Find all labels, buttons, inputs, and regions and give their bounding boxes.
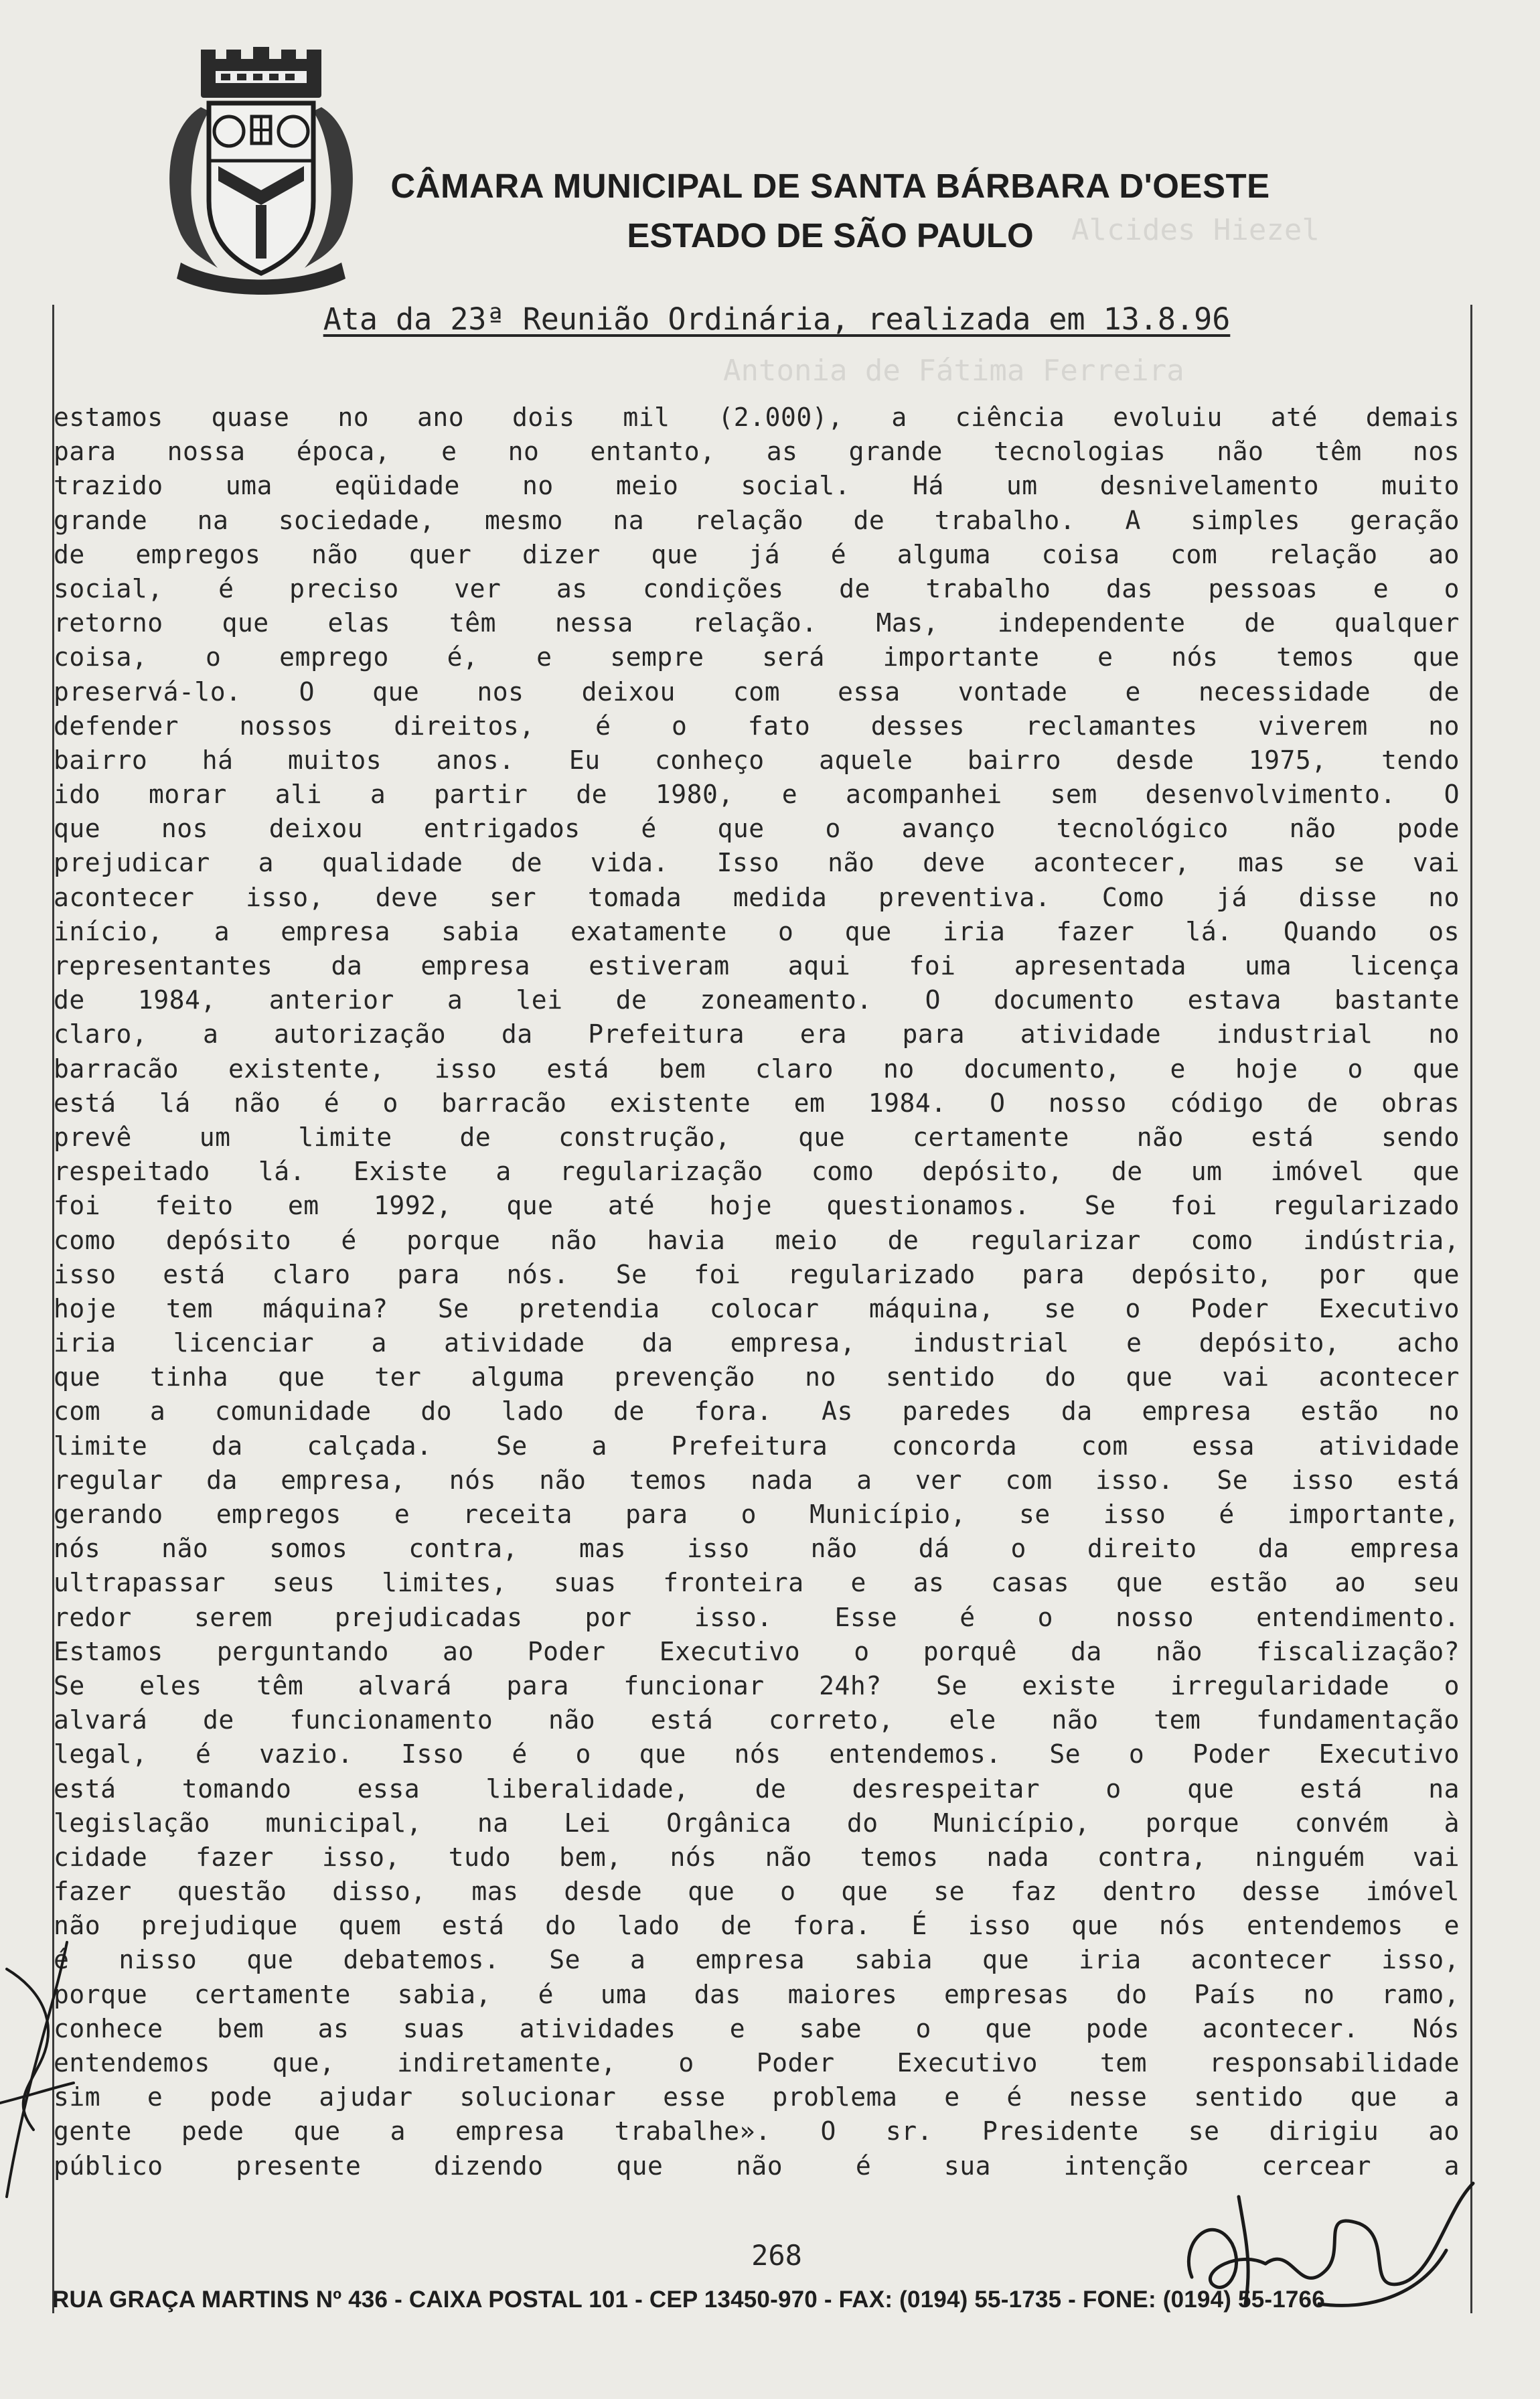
body-line: legislação municipal, na Lei Orgânica do Município, porque convém à	[54, 1808, 1460, 1838]
body-line: legal, é vazio. Isso é o que nós entendemos. Se o Poder Executivo	[54, 1739, 1460, 1769]
institution-name: CÂMARA MUNICIPAL DE SANTA BÁRBARA D'OESTE	[390, 167, 1270, 205]
body-line: sim e pode ajudar solucionar esse problema e é nesse sentido que a	[54, 2082, 1460, 2112]
right-margin-rule	[1470, 305, 1472, 2313]
body-line: limite da calçada. Se a Prefeitura concorda com essa atividade	[54, 1431, 1460, 1461]
body-line: alvará de funcionamento não está correto, ele não tem fundamentação	[54, 1705, 1460, 1735]
body-line: de empregos não quer dizer que já é alguma coisa com relação ao	[54, 539, 1460, 569]
body-line: redor serem prejudicadas por isso. Esse é o nosso entendimento.	[54, 1602, 1460, 1632]
body-line: para nossa época, e no entanto, as grande tecnologias não têm nos	[54, 437, 1460, 467]
body-line: prejudicar a qualidade de vida. Isso não deve acontecer, mas se vai	[54, 848, 1460, 878]
body-line: está lá não é o barracão existente em 1984. O nosso código de obras	[54, 1088, 1460, 1118]
bleed-through-text: Alcides Hiezel	[1071, 213, 1320, 247]
body-line: regular da empresa, nós não temos nada a ver com isso. Se isso está	[54, 1465, 1460, 1495]
signature-mark	[1165, 2170, 1486, 2317]
state-name: ESTADO DE SÃO PAULO	[627, 216, 1034, 255]
body-line: como depósito é porque não havia meio de regularizar como indústria,	[54, 1225, 1460, 1255]
body-line: conhece bem as suas atividades e sabe o que pode acontecer. Nós	[54, 2013, 1460, 2043]
body-line: início, a empresa sabia exatamente o que iria fazer lá. Quando os	[54, 916, 1460, 946]
body-line: que nos deixou entrigados é que o avanço tecnológico não pode	[54, 814, 1460, 844]
body-line: Estamos perguntando ao Poder Executivo o porquê da não fiscalização?	[54, 1636, 1460, 1666]
body-line: entendemos que, indiretamente, o Poder Executivo tem responsabilidade	[54, 2048, 1460, 2078]
minutes-body	[54, 401, 1460, 2183]
body-line: é nisso que debatemos. Se a empresa sabia que iria acontecer isso,	[54, 1945, 1460, 1975]
body-line: retorno que elas têm nessa relação. Mas, independente de qualquer	[54, 608, 1460, 638]
body-line: público presente dizendo que não é sua intenção cercear a	[54, 2151, 1460, 2181]
body-line: com a comunidade do lado de fora. As paredes da empresa estão no	[54, 1396, 1460, 1427]
body-line: de 1984, anterior a lei de zoneamento. O documento estava bastante	[54, 985, 1460, 1015]
minutes-title: Ata da 23ª Reunião Ordinária, realizada em 13.8.96	[323, 301, 1231, 337]
page-number: 268	[751, 2239, 802, 2272]
margin-signature-mark	[0, 1929, 80, 2210]
body-line: porque certamente sabia, é uma das maiores empresas do País no ramo,	[54, 1979, 1460, 2009]
body-line: ido morar ali a partir de 1980, e acompanhei sem desenvolvimento. O	[54, 780, 1460, 810]
body-line: claro, a autorização da Prefeitura era para atividade industrial no	[54, 1019, 1460, 1049]
body-line: hoje tem máquina? Se pretendia colocar máquina, se o Poder Executivo	[54, 1293, 1460, 1323]
body-line: social, é preciso ver as condições de trabalho das pessoas e o	[54, 573, 1460, 603]
body-line: defender nossos direitos, é o fato desses reclamantes viverem no	[54, 711, 1460, 741]
footer-address: RUA GRAÇA MARTINS Nº 436 - CAIXA POSTAL 101 - CEP 13450-970 - FAX: (0194) 55-1735 - FONE: (0194) 55-1766	[52, 2286, 1325, 2313]
body-line: isso está claro para nós. Se foi regularizado para depósito, por que	[54, 1259, 1460, 1289]
body-line: acontecer isso, deve ser tomada medida preventiva. Como já disse no	[54, 882, 1460, 912]
body-line: iria licenciar a atividade da empresa, industrial e depósito, acho	[54, 1328, 1460, 1358]
body-line: trazido uma eqüidade no meio social. Há um desnivelamento muito	[54, 471, 1460, 501]
body-line: que tinha que ter alguma prevenção no sentido do que vai acontecer	[54, 1362, 1460, 1392]
bleed-through-text: Antonia de Fátima Ferreira	[723, 354, 1184, 388]
body-line: ultrapassar seus limites, suas fronteira e as casas que estão ao seu	[54, 1568, 1460, 1598]
body-line: preservá-lo. O que nos deixou com essa vontade e necessidade de	[54, 676, 1460, 707]
body-line: bairro há muitos anos. Eu conheço aquele bairro desde 1975, tendo	[54, 745, 1460, 775]
body-line: gerando empregos e receita para o Município, se isso é importante,	[54, 1500, 1460, 1529]
body-line: cidade fazer isso, tudo bem, nós não temos nada contra, ninguém vai	[54, 1842, 1460, 1872]
body-line: barracão existente, isso está bem claro no documento, e hoje o que	[54, 1053, 1460, 1084]
body-line: está tomando essa liberalidade, de desrespeitar o que está na	[54, 1773, 1460, 1804]
body-line: não prejudique quem está do lado de fora. É isso que nós entendemos e	[54, 1911, 1460, 1941]
body-line: grande na sociedade, mesmo na relação de trabalho. A simples geração	[54, 505, 1460, 535]
body-line: prevê um limite de construção, que certamente não está sendo	[54, 1122, 1460, 1152]
body-line: representantes da empresa estiveram aqui foi apresentada uma licença	[54, 951, 1460, 980]
body-line: gente pede que a empresa trabalhe». O sr. Presidente se dirigiu ao	[54, 2116, 1460, 2147]
body-line: foi feito em 1992, que até hoje questionamos. Se foi regularizado	[54, 1191, 1460, 1221]
body-line: nós não somos contra, mas isso não dá o direito da empresa	[54, 1534, 1460, 1564]
body-line: coisa, o emprego é, e sempre será importante e nós temos que	[54, 642, 1460, 672]
body-line: fazer questão disso, mas desde que o que se faz dentro desse imóvel	[54, 1877, 1460, 1907]
body-line: Se eles têm alvará para funcionar 24h? Se existe irregularidade o	[54, 1670, 1460, 1700]
body-line: respeitado lá. Existe a regularização como depósito, de um imóvel que	[54, 1157, 1460, 1187]
body-line: estamos quase no ano dois mil (2.000), a ciência evoluiu até demais	[54, 403, 1460, 432]
